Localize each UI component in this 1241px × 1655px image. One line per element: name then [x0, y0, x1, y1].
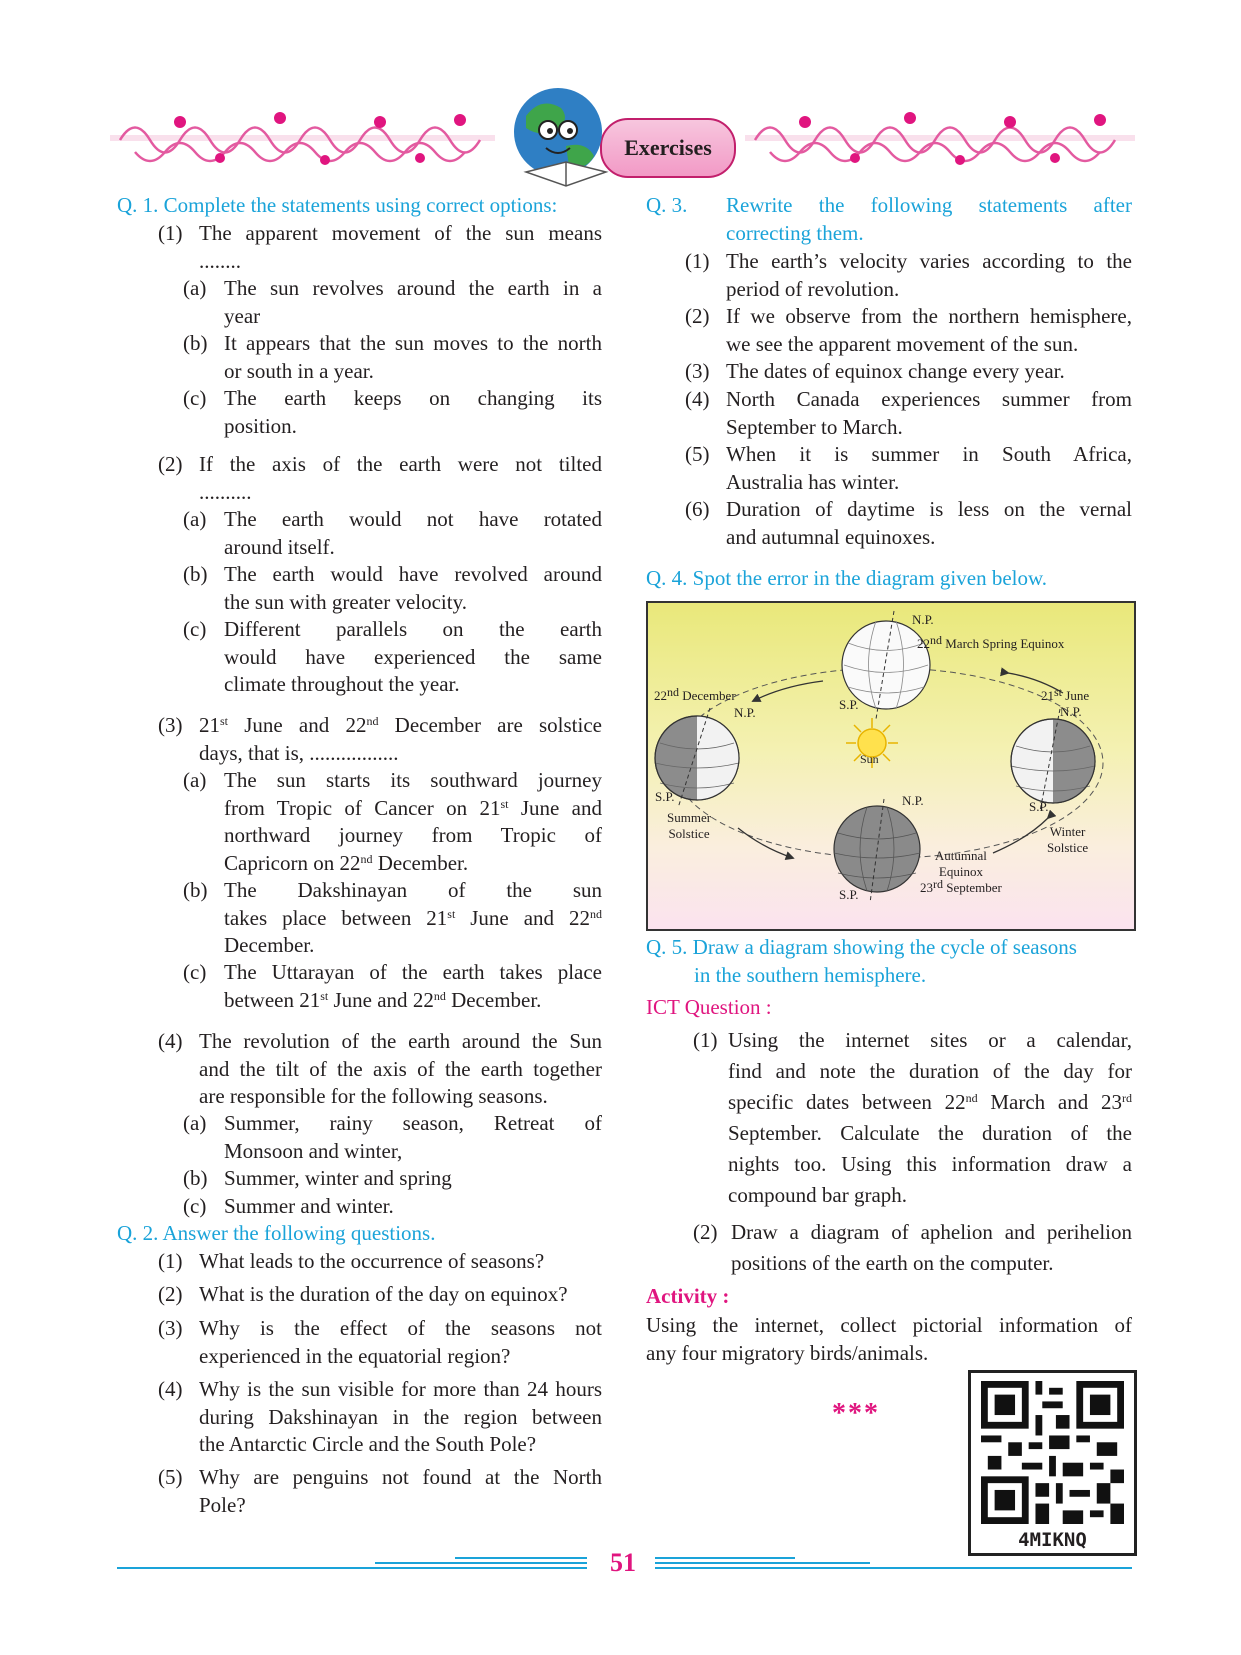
item-number: (5): [685, 442, 710, 466]
line: would have experienced the same: [224, 644, 602, 669]
q2-item-3: [158, 1315, 602, 1371]
line: What leads to the occurrence of seasons?: [199, 1249, 545, 1273]
q5-text: [646, 934, 1132, 989]
line: Equinox: [938, 864, 983, 879]
q3-item-3: [685, 358, 1132, 386]
diagram-right-label: 21st June: [1041, 685, 1090, 703]
line: Using the internet sites or a calendar,: [728, 1028, 1132, 1052]
item-number: (1): [158, 1249, 183, 1273]
q1-item-4: [158, 1028, 602, 1112]
line: any four migratory birds/animals.: [646, 1340, 929, 1365]
line: compound bar graph.: [728, 1183, 908, 1207]
q2-item-5: [158, 1464, 602, 1520]
line: are responsible for the following seasons.: [199, 1084, 548, 1108]
option-label: (a): [183, 768, 207, 792]
option-label: (c): [183, 960, 207, 984]
q2-heading: Q. 2. Answer the following questions.: [117, 1221, 436, 1245]
line: during Dakshinayan in the region between: [199, 1404, 602, 1429]
line: 23rd September: [920, 877, 1002, 895]
line: Autumnal: [934, 848, 987, 863]
option-label: (c): [183, 1194, 207, 1218]
qr-code-label: 4MIKNQ: [1018, 1529, 1087, 1551]
line: days, that is, .................: [199, 740, 399, 765]
exercises-title: Exercises: [600, 118, 736, 178]
q4-heading: Q. 4. Spot the error in the diagram given below.: [646, 566, 1048, 590]
line: position.: [224, 413, 297, 438]
item-number: (2): [693, 1220, 718, 1244]
seasons-diagram: [646, 601, 1136, 931]
line: When it is summer in South Africa,: [726, 442, 1132, 466]
footer-rule-left-accent-2: [455, 1557, 587, 1559]
line: and the tilt of the axis of the earth together: [199, 1056, 602, 1081]
line: The earth would have revolved around: [224, 562, 602, 586]
diagram-left-np: N.P.: [734, 705, 756, 720]
q1-option-2b: [183, 561, 602, 617]
diagram-right-np: N.P.: [1060, 704, 1082, 719]
option-label: (c): [183, 617, 207, 641]
globe-mascot-icon: [506, 86, 616, 190]
line: Pole?: [199, 1492, 246, 1517]
line: climate throughout the year.: [224, 672, 460, 696]
line: between 21st June and 22nd December.: [224, 987, 542, 1012]
q1-option-3a: [183, 767, 602, 879]
line: Duration of daytime is less on the vernal: [726, 497, 1132, 521]
line: and autumnal equinoxes.: [726, 524, 936, 549]
diagram-left-sp: S.P.: [655, 789, 675, 804]
option-label: (b): [183, 878, 208, 902]
q1-item-3: [158, 712, 602, 768]
q1-option-1c: [183, 385, 602, 441]
option-label: (a): [183, 507, 207, 531]
diagram-right-sp: S.P.: [1029, 799, 1049, 814]
line: ..........: [199, 479, 252, 504]
diagram-right-season: [1047, 824, 1088, 856]
ict-item-1: [693, 1025, 1132, 1211]
line: Rewrite the following statements after: [726, 193, 1132, 217]
line: the sun with greater velocity.: [224, 589, 467, 614]
q1-option-4b: [183, 1165, 602, 1193]
line: Q. 5. Draw a diagram showing the cycle of seasons: [646, 935, 1077, 959]
line: Capricorn on 22nd December.: [224, 850, 469, 875]
line: December.: [224, 933, 315, 957]
diagram-bottom-np: N.P.: [902, 793, 924, 808]
item-number: (1): [158, 221, 183, 245]
header-left-ornament: [110, 100, 495, 175]
item-number: (4): [158, 1377, 183, 1401]
line: The Dakshinayan of the sun: [224, 878, 602, 902]
line: Monsoon and winter,: [224, 1138, 403, 1163]
option-label: (b): [183, 1166, 208, 1190]
line: The earth would not have rotated: [224, 507, 602, 531]
line: September. Calculate the duration of the: [728, 1121, 1132, 1145]
option-label: (b): [183, 562, 208, 586]
line: Using the internet, collect pictorial information of: [646, 1313, 1132, 1337]
line: What is the duration of the day on equinox?: [199, 1282, 568, 1306]
option-label: (b): [183, 331, 208, 355]
line: period of revolution.: [726, 276, 900, 301]
q2-item-1: [158, 1248, 602, 1276]
line: Different parallels on the earth: [224, 617, 602, 641]
line: Winter: [1049, 824, 1086, 839]
qr-pattern-icon: [981, 1381, 1124, 1524]
stars-divider: ***: [832, 1398, 880, 1429]
line: the Antarctic Circle and the South Pole?: [199, 1432, 537, 1456]
q1-option-2a: [183, 506, 602, 562]
line: northward journey from Tropic of: [224, 823, 602, 847]
q3-number: Q. 3.: [646, 193, 688, 217]
line: Summer, rainy season, Retreat of: [224, 1111, 602, 1135]
ict-heading: ICT Question :: [646, 995, 772, 1019]
footer-rule-right-accent: [655, 1562, 870, 1564]
globe-june: [1011, 709, 1095, 811]
option-label: (c): [183, 386, 207, 410]
diagram-bottom-label: [920, 848, 1002, 896]
line: The Uttarayan of the earth takes place: [224, 960, 602, 984]
line: The sun revolves around the earth in a: [224, 276, 602, 300]
line: It appears that the sun moves to the north: [224, 331, 602, 355]
activity-heading: Activity :: [646, 1284, 730, 1308]
diagram-top-np: N.P.: [912, 612, 934, 627]
item-number: (4): [158, 1029, 183, 1053]
line: The apparent movement of the sun means: [199, 221, 602, 245]
q1-option-3c: [183, 959, 602, 1015]
line: specific dates between 22nd March and 23rd: [728, 1090, 1132, 1114]
line: positions of the earth on the computer.: [731, 1251, 1054, 1275]
line: Why are penguins not found at the North: [199, 1465, 602, 1489]
line: find and note the duration of the day for: [728, 1059, 1132, 1083]
q3-heading: [726, 192, 1132, 247]
option-label: (a): [183, 276, 207, 300]
line: 21st June and 22nd December are solstice: [199, 713, 602, 737]
q1-option-4c: [183, 1193, 602, 1221]
line: Solstice: [668, 826, 710, 841]
header-right-ornament: [745, 100, 1135, 175]
line: September to March.: [726, 414, 903, 439]
line: Summer, winter and spring: [224, 1166, 452, 1190]
q2-item-4: [158, 1376, 602, 1460]
diagram-left-label: 22nd December: [654, 685, 736, 703]
line: year: [224, 303, 261, 328]
q1-item-2: [158, 451, 602, 507]
line: around itself.: [224, 534, 335, 559]
line: If the axis of the earth were not tilted: [199, 452, 602, 476]
page-number: 51: [610, 1548, 636, 1577]
footer-rule-right: [655, 1567, 1132, 1569]
line: or south in a year.: [224, 358, 374, 383]
line: we see the apparent movement of the sun.: [726, 331, 1079, 356]
item-number: (1): [685, 249, 710, 273]
q3-item-6: [685, 496, 1132, 552]
line: The dates of equinox change every year.: [726, 359, 1065, 383]
q3-item-2: [685, 303, 1132, 359]
line: If we observe from the northern hemisphere,: [726, 304, 1132, 328]
line: from Tropic of Cancer on 21st June and: [224, 795, 602, 820]
activity-text: [646, 1312, 1132, 1367]
item-number: (4): [685, 387, 710, 411]
item-number: (5): [158, 1465, 183, 1489]
q1-option-4a: [183, 1110, 602, 1166]
q1-option-1b: [183, 330, 602, 386]
diagram-top-label: 22nd March Spring Equinox: [917, 633, 1065, 651]
line: The earth keeps on changing its: [224, 386, 602, 410]
diagram-top-sp: S.P.: [839, 697, 859, 712]
line: Summer: [667, 810, 712, 825]
line: Draw a diagram of aphelion and perihelion: [731, 1220, 1132, 1244]
line: Why is the effect of the seasons not: [199, 1316, 602, 1340]
qr-code[interactable]: [968, 1370, 1137, 1556]
q1-item-1: [158, 220, 602, 276]
diagram-sun-label: Sun: [860, 752, 879, 766]
line: The earth’s velocity varies according to the: [726, 249, 1132, 273]
q1-option-3b: [183, 877, 602, 961]
line: The revolution of the earth around the Sun: [199, 1029, 602, 1053]
ict-item-2: [693, 1217, 1132, 1281]
item-number: (2): [158, 452, 183, 476]
item-number: (3): [158, 1316, 183, 1340]
item-number: (3): [158, 713, 183, 737]
line: in the southern hemisphere.: [694, 962, 927, 987]
footer-rule-left: [117, 1567, 587, 1569]
footer-rule-right-accent-2: [655, 1557, 795, 1559]
line: nights too. Using this information draw a: [728, 1152, 1132, 1176]
line: Summer and winter.: [224, 1194, 394, 1218]
line: Why is the sun visible for more than 24 hours: [199, 1377, 602, 1401]
line: Solstice: [1047, 840, 1089, 855]
line: Australia has winter.: [726, 469, 900, 494]
option-label: (a): [183, 1111, 207, 1135]
item-number: (1): [693, 1028, 718, 1052]
line: takes place between 21st June and 22nd: [224, 905, 602, 930]
q1-heading: Q. 1. Complete the statements using correct options:: [117, 193, 558, 217]
q1-option-2c: [183, 616, 602, 700]
item-number: (3): [685, 359, 710, 383]
diagram-left-season: [667, 810, 711, 842]
line: experienced in the equatorial region?: [199, 1343, 511, 1368]
q3-item-5: [685, 441, 1132, 497]
q2-item-2: [158, 1281, 602, 1309]
footer-rule-left-accent: [375, 1562, 587, 1564]
item-number: (2): [685, 304, 710, 328]
q1-option-1a: [183, 275, 602, 331]
line: The sun starts its southward journey: [224, 768, 602, 792]
diagram-bottom-sp: S.P.: [839, 887, 859, 902]
line: ........: [199, 248, 241, 273]
item-number: (2): [158, 1282, 183, 1306]
line: North Canada experiences summer from: [726, 387, 1132, 411]
item-number: (6): [685, 497, 710, 521]
q3-item-1: [685, 248, 1132, 304]
line: correcting them.: [726, 220, 864, 245]
q3-item-4: [685, 386, 1132, 442]
